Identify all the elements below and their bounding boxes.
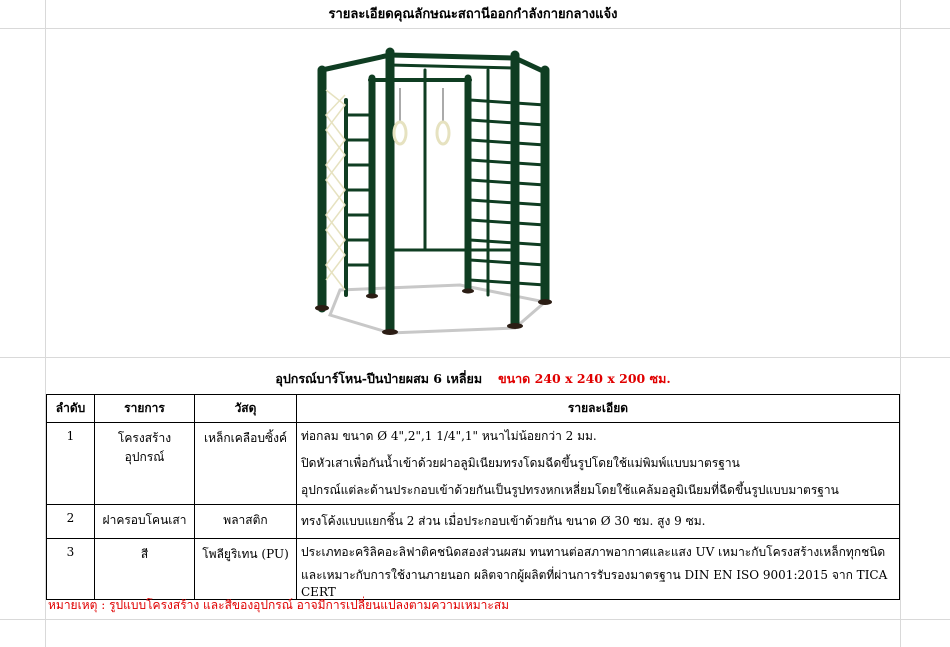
product-size: ขนาด 240 x 240 x 200 ซม. [498,371,671,386]
climbing-frame-illustration [300,40,560,345]
page-title: รายละเอียดคุณลักษณะสถานีออกกำลังกายกลางแจ้ง [328,7,618,22]
row-detail-line: ประเภทอะคริลิคอะลิฟาติคชนิดสองส่วนผสม ทนทานต่อสภาพอากาศและแสง UV เหมาะกับโครงสร้างเหล็กทุกชนิด [297,539,900,567]
table-row [47,539,900,567]
product-name: อุปกรณ์บาร์โหน-ปีนป่ายผสม 6 เหลี่ยม [275,371,483,386]
spec-table [46,394,900,600]
table-row [47,423,900,451]
gridline [900,0,901,647]
row-detail-line: อุปกรณ์แต่ละด้านประกอบเข้าด้วยกันเป็นรูปทรงหกเหลี่ยมโดยใช้แคล้มอลูมิเนียมที่ฉีดขึ้นรูปแบบมาตรฐาน [297,477,900,505]
product-image [300,40,560,345]
product-heading [46,368,900,390]
column-header-no: ลำดับ [47,395,95,423]
row-material: พลาสติก [195,505,297,539]
row-material: โพลียูริเทน (PU) [195,539,297,600]
row-item: ฝาครอบโคนเสา [95,505,195,539]
column-header-item: รายการ [95,395,195,423]
row-material: เหล็กเคลือบซิ้งค์ [195,423,297,505]
remark-note: หมายเหตุ : รูปแบบโครงสร้าง และสีของอุปกรณ์ อาจมีการเปลี่ยนแปลงตามความเหมาะสม [48,598,510,612]
gridline [0,357,950,358]
row-detail-line: และเหมาะกับการใช้งานภายนอก ผลิตจากผู้ผลิตที่ผ่านการรับรองมาตรฐาน DIN EN ISO 9001:2015 จาก TICA CERT [297,566,900,600]
row-number: 2 [47,505,95,539]
gridline [0,28,950,29]
row-number: 3 [47,539,95,600]
column-header-details: รายละเอียด [297,395,900,423]
row-detail-line: ทรงโค้งแบบแยกชิ้น 2 ส่วน เมื่อประกอบเข้าด้วยกัน ขนาด Ø 30 ซม. สูง 9 ซม. [297,505,900,539]
table-header-row [47,395,900,423]
row-item: โครงสร้างอุปกรณ์ [95,423,195,505]
row-number: 1 [47,423,95,505]
column-header-material: วัสดุ [195,395,297,423]
row-detail-line: ท่อกลม ขนาด Ø 4",2",1 1/4",1" หนาไม่น้อยกว่า 2 มม. [297,423,900,451]
gridline [0,619,950,620]
row-item: สี [95,539,195,600]
row-detail-line: ปิดหัวเสาเพื่อกันน้ำเข้าด้วยฝาอลูมิเนียมทรงโดมฉีดขึ้นรูปโดยใช้แม่พิมพ์แบบมาตรฐาน [297,450,900,477]
table-row [47,505,900,539]
